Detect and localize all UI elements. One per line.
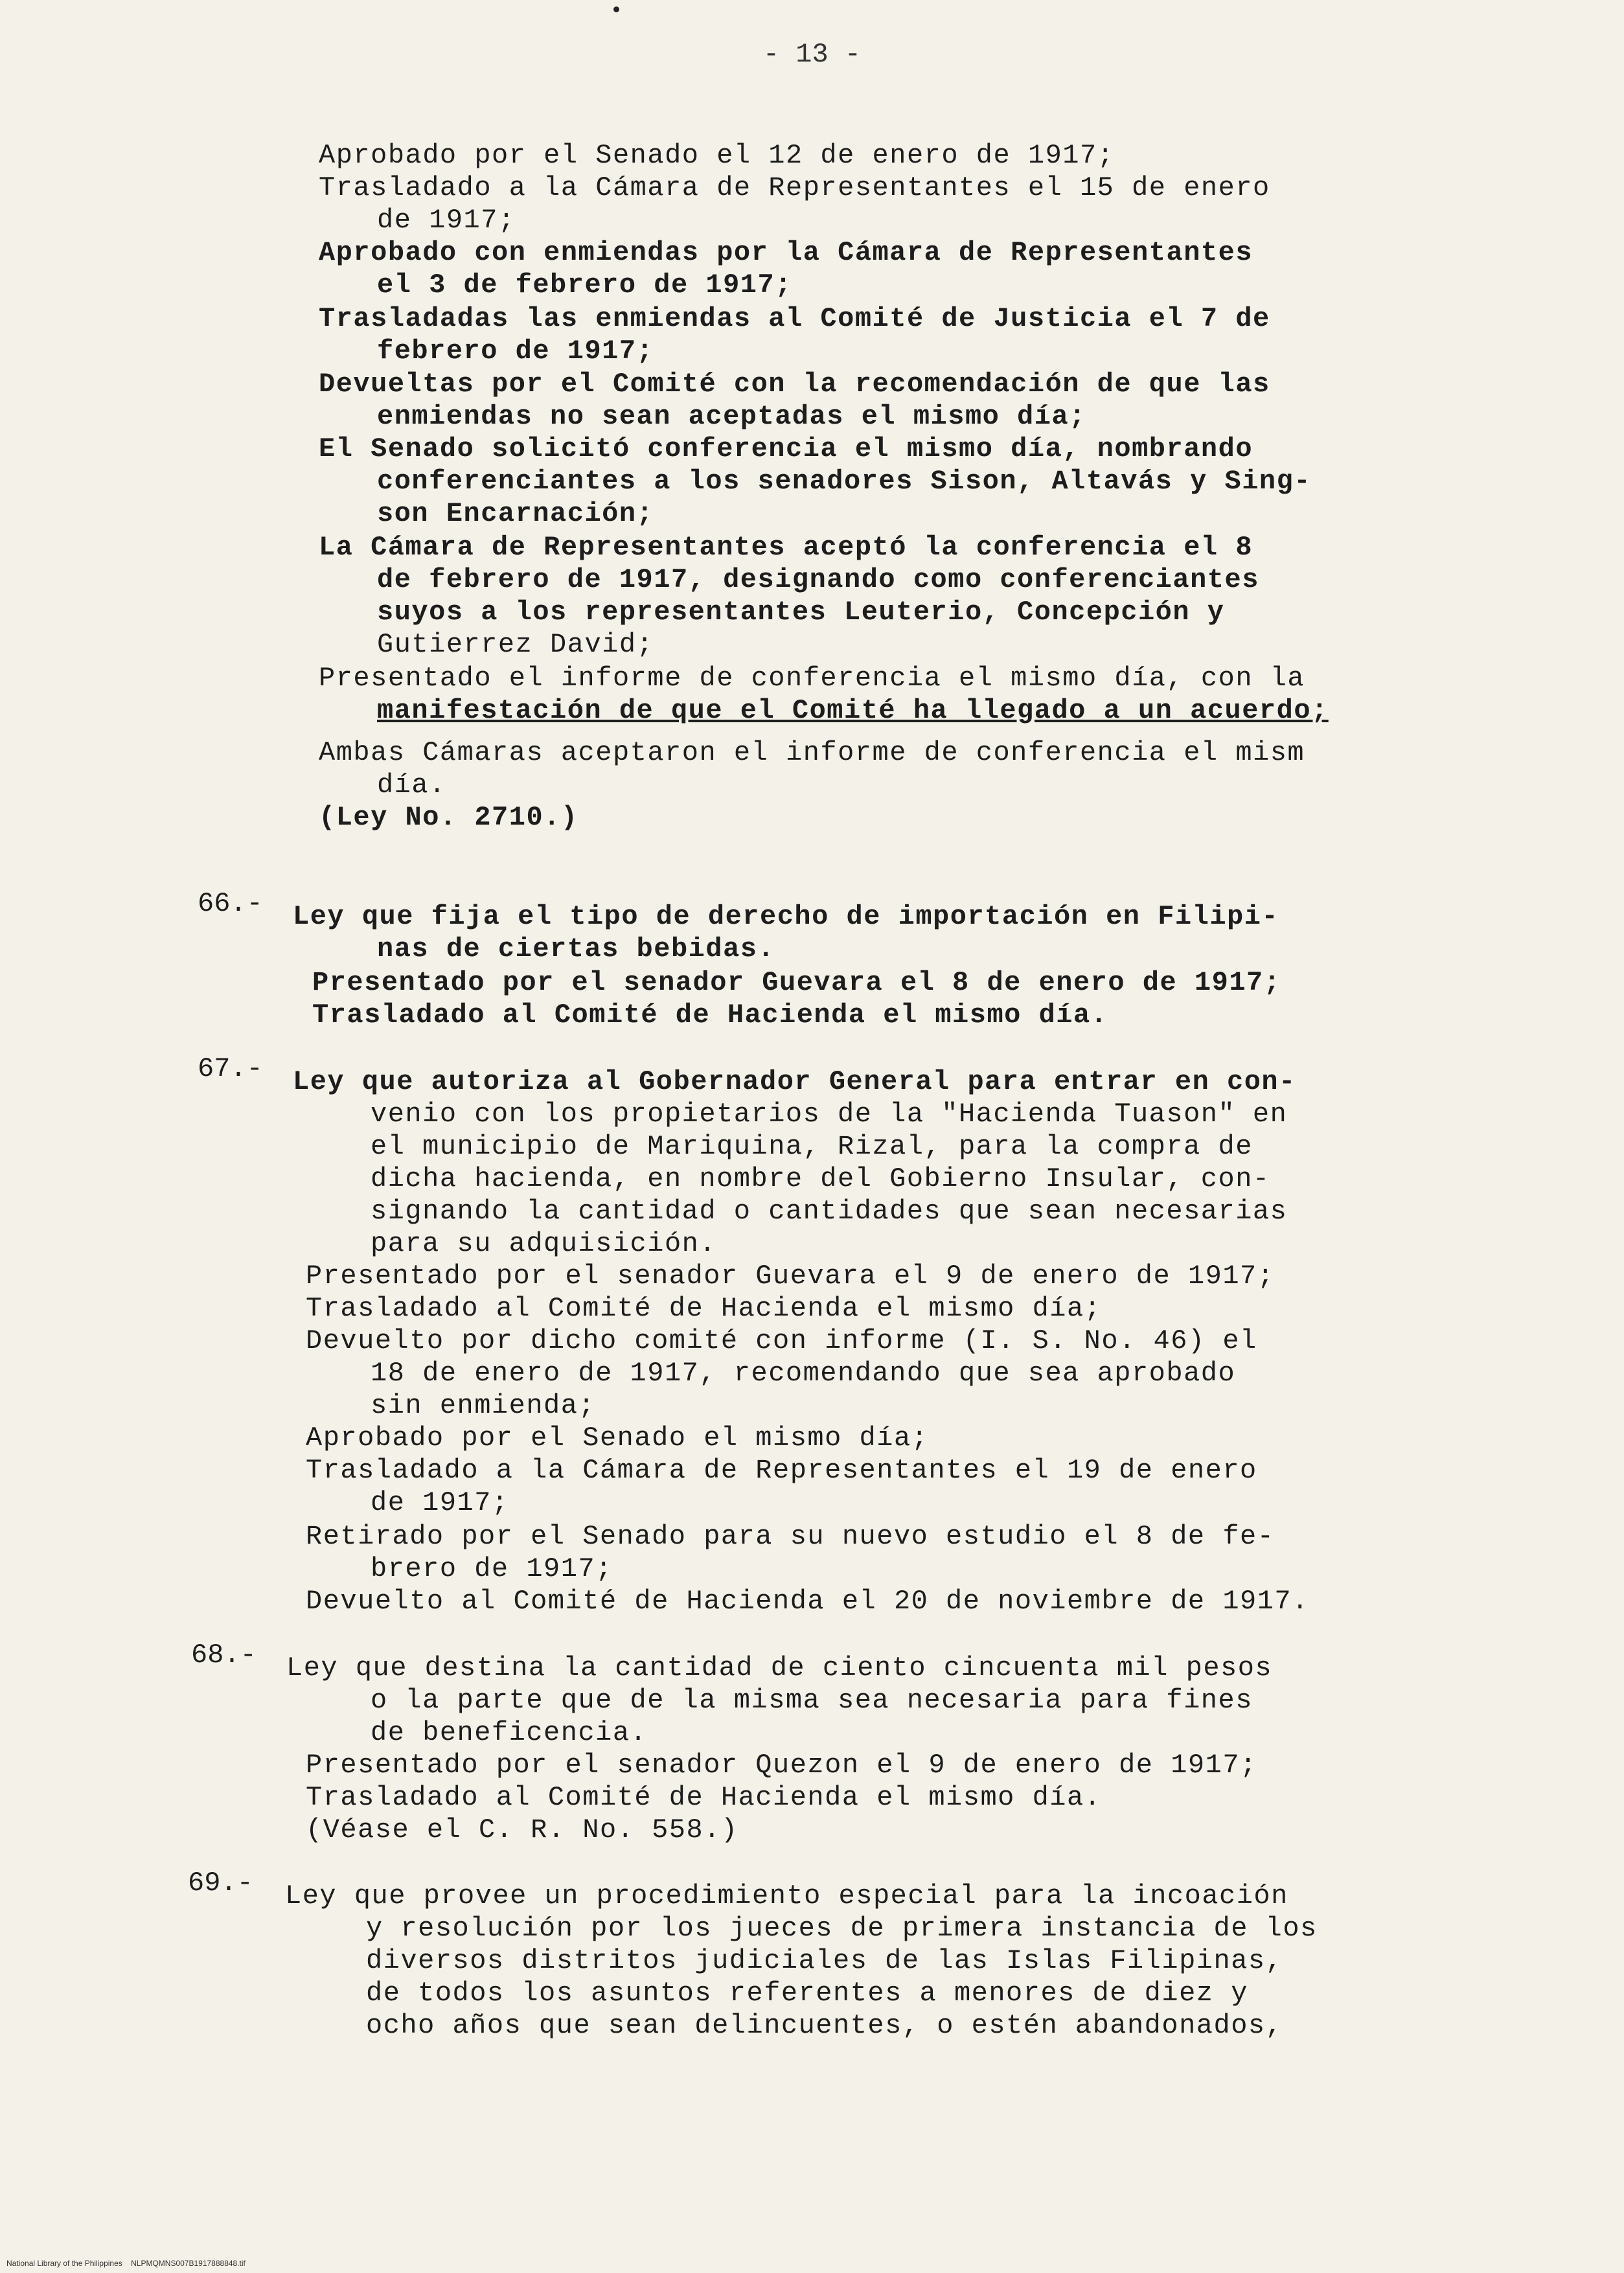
text-line: manifestación de que el Comité ha llegado a un acuerdo; (377, 695, 1329, 726)
text-line: Ambas Cámaras aceptaron el informe de conferencia el mism (319, 737, 1305, 768)
text-line: febrero de 1917; (377, 336, 654, 367)
text-line: Gutierrez David; (377, 629, 654, 660)
archive-footer: National Library of the Philippines NLPMQMNS007B1917888848.tif (6, 2259, 246, 2268)
text-line: venio con los propietarios de la "Hacienda Tuason" en (371, 1099, 1288, 1130)
text-line: día. (377, 770, 446, 801)
text-line: de beneficencia. (371, 1717, 648, 1748)
text-line: brero de 1917; (371, 1553, 613, 1584)
text-line: Ley que autoriza al Gobernador General para entrar en con- (293, 1066, 1296, 1097)
text-line: Devuelto por dicho comité con informe (I. S. No. 46) el (306, 1325, 1257, 1356)
ink-dot-top (613, 6, 619, 12)
text-line: Presentado el informe de conferencia el mismo día, con la (319, 663, 1305, 694)
entry-number: 67.- (198, 1053, 263, 1084)
text-line: Trasladado al Comité de Hacienda el mismo día. (306, 1782, 1102, 1813)
text-line: de febrero de 1917, designando como conferenciantes (377, 564, 1259, 595)
text-line: Ley que destina la cantidad de ciento cincuenta mil pesos (286, 1652, 1273, 1684)
text-line: o la parte que de la misma sea necesaria para fines (371, 1685, 1253, 1716)
text-line: Trasladado al Comité de Hacienda el mismo día; (306, 1293, 1102, 1324)
text-line: y resolución por los jueces de primera instancia de los (366, 1913, 1318, 1944)
text-line: el municipio de Mariquina, Rizal, para la compra de (371, 1131, 1253, 1162)
text-line: Devuelto al Comité de Hacienda el 20 de noviembre de 1917. (306, 1586, 1309, 1617)
text-line: Trasladadas las enmiendas al Comité de Justicia el 7 de (319, 303, 1270, 334)
text-line: Aprobado por el Senado el 12 de enero de 1917; (319, 140, 1115, 171)
text-line: Presentado por el senador Quezon el 9 de enero de 1917; (306, 1750, 1257, 1781)
text-line: sin enmienda; (371, 1390, 596, 1421)
text-line: de 1917; (371, 1487, 509, 1518)
text-line: Ley que fija el tipo de derecho de importación en Filipi- (293, 901, 1279, 932)
text-line: son Encarnación; (377, 498, 654, 529)
text-line: Presentado por el senador Guevara el 8 de enero de 1917; (312, 967, 1281, 998)
text-line: Devueltas por el Comité con la recomendación de que las (319, 369, 1270, 400)
text-line: (Véase el C. R. No. 558.) (306, 1814, 738, 1845)
page-number: - 13 - (762, 39, 862, 70)
text-line: ocho años que sean delincuentes, o estén abandonados, (366, 2010, 1283, 2041)
text-line: el 3 de febrero de 1917; (377, 269, 792, 301)
text-line: signando la cantidad o cantidades que sean necesarias (371, 1196, 1288, 1227)
text-line: Trasladado a la Cámara de Representantes el 19 de enero (306, 1455, 1257, 1486)
text-line: Retirado por el Senado para su nuevo estudio el 8 de fe- (306, 1521, 1275, 1552)
text-line: conferenciantes a los senadores Sison, Altavás y Sing- (377, 466, 1312, 497)
entry-number: 69.- (188, 1868, 253, 1899)
text-line: diversos distritos judiciales de las Islas Filipinas, (366, 1945, 1283, 1976)
text-line: suyos a los representantes Leuterio, Concepción y (377, 597, 1225, 628)
text-line: (Ley No. 2710.) (319, 802, 578, 833)
text-line: Ley que provee un procedimiento especial para la incoación (285, 1880, 1288, 1912)
text-line: La Cámara de Representantes aceptó la conferencia el 8 (319, 532, 1253, 563)
text-line: Trasladado al Comité de Hacienda el mismo día. (312, 999, 1108, 1031)
text-line: nas de ciertas bebidas. (377, 933, 775, 965)
text-line: dicha hacienda, en nombre del Gobierno Insular, con- (371, 1163, 1270, 1194)
text-line: 18 de enero de 1917, recomendando que sea aprobado (371, 1358, 1236, 1389)
text-line: para su adquisición. (371, 1228, 717, 1259)
entry-number: 66.- (198, 888, 263, 919)
entry-number: 68.- (191, 1639, 257, 1671)
text-line: de 1917; (377, 205, 516, 236)
text-line: El Senado solicitó conferencia el mismo día, nombrando (319, 433, 1253, 464)
text-line: Aprobado con enmiendas por la Cámara de Representantes (319, 237, 1253, 268)
text-line: Aprobado por el Senado el mismo día; (306, 1422, 929, 1454)
text-line: de todos los asuntos referentes a menores de diez y (366, 1978, 1248, 2009)
text-line: Trasladado a la Cámara de Representantes el 15 de enero (319, 172, 1270, 203)
text-line: enmiendas no sean aceptadas el mismo día; (377, 401, 1086, 432)
text-line: Presentado por el senador Guevara el 9 de enero de 1917; (306, 1261, 1275, 1292)
